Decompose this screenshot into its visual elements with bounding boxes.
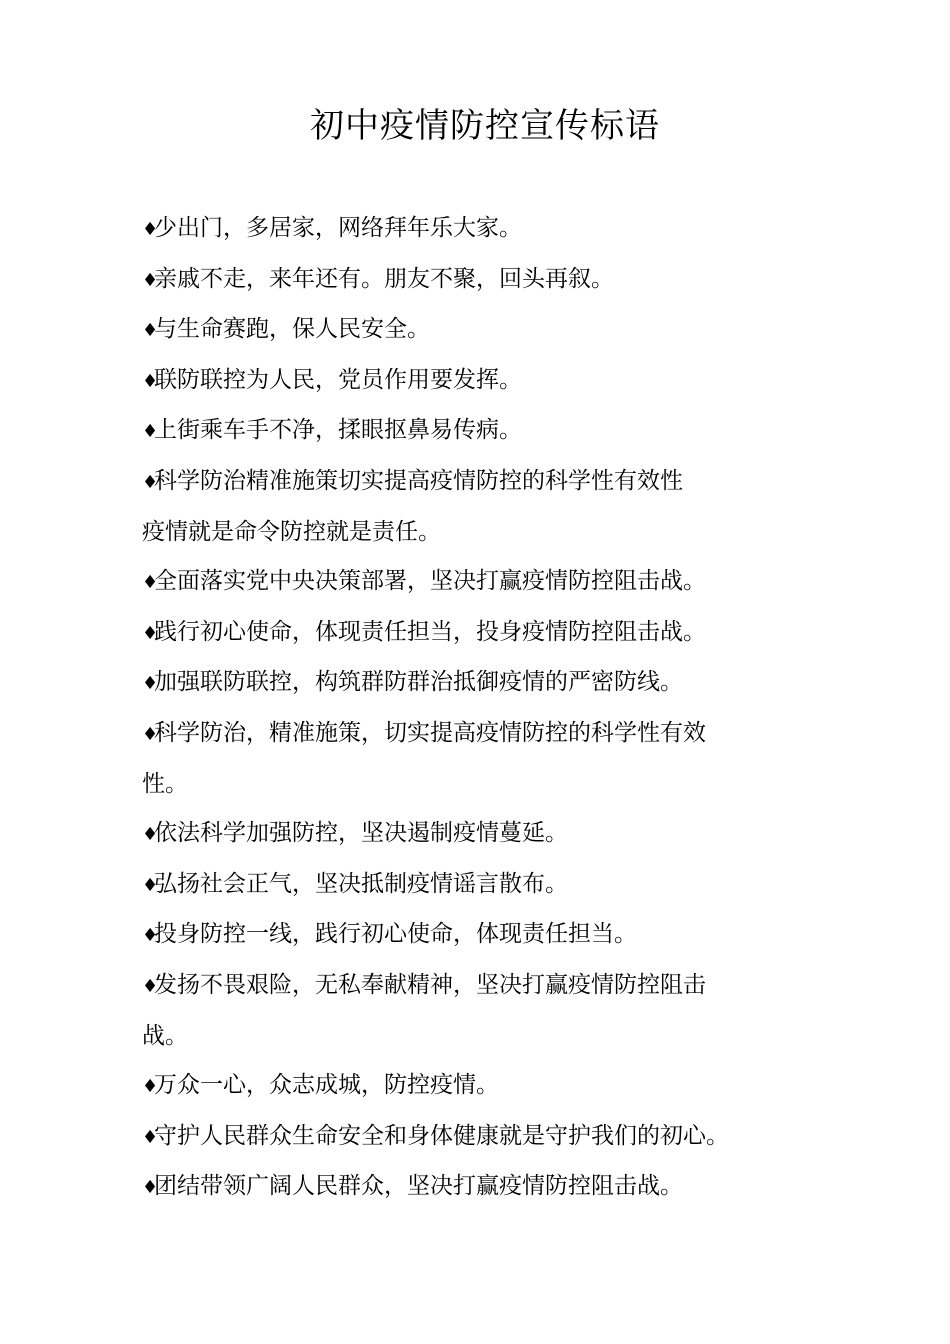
slogan-item (142, 1162, 782, 1213)
diamond-bullet-icon: ♦ (142, 723, 159, 745)
diamond-bullet-icon: ♦ (142, 269, 159, 291)
diamond-bullet-icon: ♦ (142, 975, 159, 997)
slogan-item (142, 1112, 782, 1163)
slogan-item (142, 406, 782, 457)
slogan-text: 上街乘车手不净，揉眼抠鼻易传病。 (154, 417, 522, 444)
slogan-text: 弘扬社会正气，坚决抵制疫情谣言散布。 (154, 870, 568, 897)
diamond-bullet-icon: ♦ (142, 1126, 159, 1148)
slogan-text: 万众一心，众志成城，防控疫情。 (154, 1072, 499, 1099)
diamond-bullet-icon: ♦ (142, 824, 159, 846)
slogan-text: 科学防治，精准施策，切实提高疫情防控的科学性有效 (154, 719, 706, 746)
diamond-bullet-icon: ♦ (142, 320, 159, 342)
slogan-item (142, 658, 782, 709)
slogan-item (142, 457, 782, 508)
slogan-item (142, 809, 782, 860)
slogan-text: 疫情就是命令防控就是责任。 (142, 518, 441, 545)
slogan-text: 投身防控一线，践行初心使命，体现责任担当。 (154, 921, 637, 948)
slogan-text: 依法科学加强防控，坚决遏制疫情蔓延。 (154, 820, 568, 847)
slogan-item (142, 608, 782, 659)
slogan-item (142, 961, 782, 1012)
diamond-bullet-icon: ♦ (142, 421, 159, 443)
slogan-item (142, 255, 782, 306)
diamond-bullet-icon: ♦ (142, 572, 159, 594)
slogan-text: 亲戚不走，来年还有。朋友不聚，回头再叙。 (154, 265, 614, 292)
slogan-continuation (142, 760, 782, 810)
slogan-item (142, 1061, 782, 1112)
diamond-bullet-icon: ♦ (142, 673, 159, 695)
slogan-text: 科学防治精准施策切实提高疫情防控的科学性有效性 (154, 467, 683, 494)
slogan-item (142, 356, 782, 407)
slogan-text: 加强联防联控，构筑群防群治抵御疫情的严密防线。 (154, 669, 683, 696)
slogan-item (142, 305, 782, 356)
slogan-text: 发扬不畏艰险，无私奉献精神，坚决打赢疫情防控阻击 (154, 971, 706, 998)
slogan-item (142, 557, 782, 608)
diamond-bullet-icon: ♦ (142, 1076, 159, 1098)
slogan-text: 联防联控为人民，党员作用要发挥。 (154, 366, 522, 393)
slogan-text: 团结带领广阔人民群众，坚决打赢疫情防控阻击战。 (154, 1173, 683, 1200)
slogan-item (142, 204, 782, 255)
slogan-text: 守护人民群众生命安全和身体健康就是守护我们的初心。 (154, 1122, 729, 1149)
slogan-text: 战。 (142, 1022, 188, 1049)
diamond-bullet-icon: ♦ (142, 622, 159, 644)
slogan-text: 践行初心使命，体现责任担当，投身疫情防控阻击战。 (154, 618, 706, 645)
diamond-bullet-icon: ♦ (142, 1177, 159, 1199)
slogan-continuation (142, 1012, 782, 1062)
diamond-bullet-icon: ♦ (142, 925, 159, 947)
slogan-text: 性。 (142, 770, 188, 797)
slogan-text: 全面落实党中央决策部署，坚决打赢疫情防控阻击战。 (154, 568, 706, 595)
diamond-bullet-icon: ♦ (142, 471, 159, 493)
slogan-text: 与生命赛跑，保人民安全。 (154, 316, 430, 343)
diamond-bullet-icon: ♦ (142, 219, 159, 240)
slogan-item (142, 910, 782, 961)
slogan-list (142, 204, 782, 1213)
diamond-bullet-icon: ♦ (142, 370, 159, 392)
slogan-continuation (142, 508, 782, 558)
document-title: 初中疫情防控宣传标语 (310, 106, 660, 146)
slogan-item (142, 709, 782, 760)
slogan-item (142, 860, 782, 911)
slogan-text: 少出门，多居家，网络拜年乐大家。 (154, 215, 522, 241)
diamond-bullet-icon: ♦ (142, 874, 159, 896)
